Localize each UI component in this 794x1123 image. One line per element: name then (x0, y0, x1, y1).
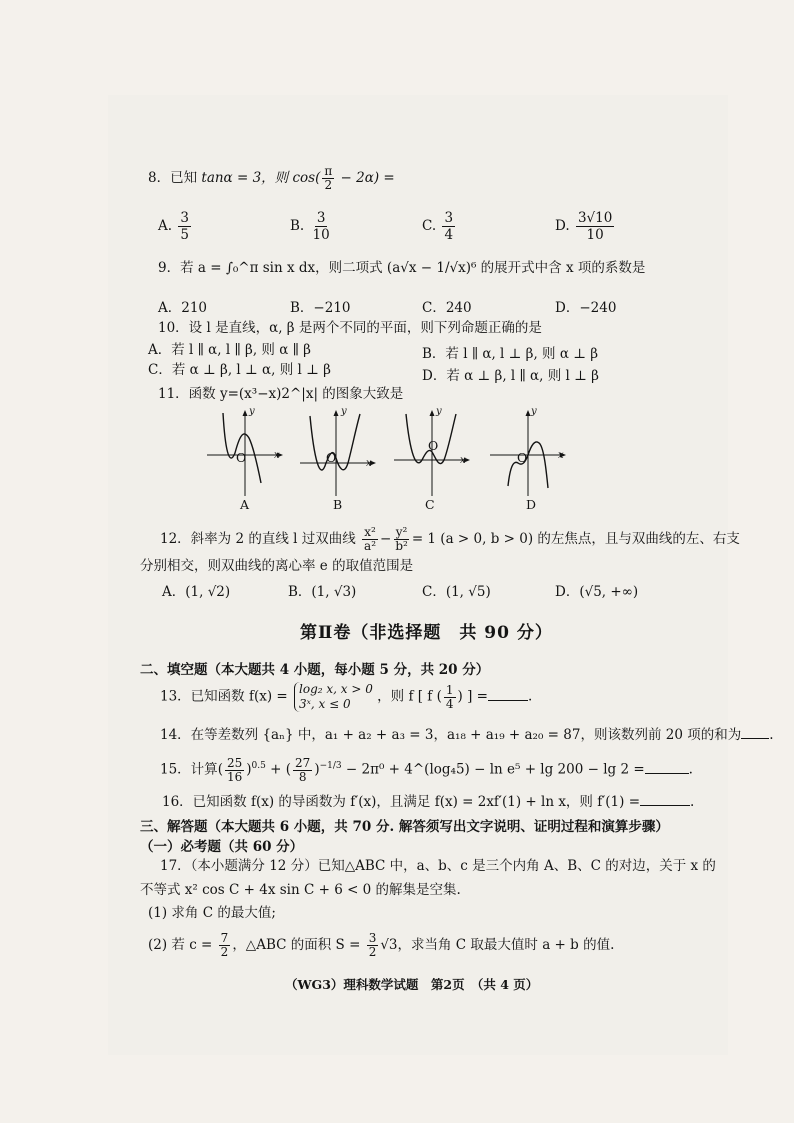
q8-option-c: C. $\frac{3}{4}$ (422, 210, 454, 243)
question-17-part1: (1) 求角 C 的最大值; (148, 905, 276, 921)
q10-option-c: C．若 α ⊥ β, l ⊥ α, 则 l ⊥ β (148, 362, 331, 378)
graph-a-label: A (240, 497, 250, 512)
graph-c-origin: O (428, 438, 439, 453)
q12-option-b: B．(1, √3) (288, 584, 357, 600)
question-10: 10．设 l 是直线，α, β 是两个不同的平面，则下列命题正确的是 (158, 320, 542, 336)
page-footer: （WG3）理科数学试题 第2页 （共 4 页） (285, 977, 539, 992)
q8-stem: 8．已知 (148, 170, 198, 186)
question-16: 16．已知函数 f(x) 的导函数为 f′(x)，且满足 f(x) = 2xf′(1) + ln x，则 f′(1) = . (162, 794, 695, 810)
graph-b (298, 408, 378, 498)
graph-b-y-label: y (341, 406, 347, 417)
graph-c-x-label: x (460, 455, 466, 466)
section-3-subheading: （一）必考题（共 60 分） (140, 839, 304, 855)
graph-a-origin: O (236, 450, 247, 465)
section-2-heading: 二、填空题（本大题共 4 小题，每小题 5 分，共 20 分） (140, 662, 490, 678)
graph-c (392, 408, 472, 498)
graph-a-y-label: y (249, 406, 255, 417)
graph-b-origin: O (326, 450, 337, 465)
graph-b-x-label: x (366, 458, 372, 469)
q8-math: tanα = 3，则 cos( (201, 170, 321, 186)
graph-d-origin: O (517, 450, 528, 465)
question-15: 15．计算( $\frac{25}{16}$ )$^{0.5}$ + ( $\frac{27}{8}$ )$^{-1/3}$ − 2π⁰ + 4^(log₄5) − ln e⁵ + lg 200 − lg 2 = . (160, 755, 693, 784)
q12-option-a: A．(1, √2) (162, 584, 231, 600)
q12-option-d: D．(√5, +∞) (555, 584, 639, 600)
graph-b-label: B (333, 497, 343, 512)
question-14: 14．在等差数列 {aₙ} 中，a₁ + a₂ + a₃ = 3，a₁₈ + a₁₉ + a₂₀ = 87，则该数列前 20 项的和为 . (160, 727, 774, 743)
graph-a-x-label: x (274, 450, 280, 461)
q8-tail: − 2α) = (336, 170, 395, 186)
q9-option-d: D．−240 (555, 300, 617, 316)
question-8 (148, 165, 395, 192)
graph-d-y-label: y (531, 406, 537, 417)
q10-option-b: B．若 l ∥ α, l ⊥ β, 则 α ⊥ β (422, 346, 599, 362)
q12-option-c: C．(1, √5) (422, 584, 491, 600)
q10-option-a: A．若 l ∥ α, l ∥ β, 则 α ∥ β (148, 342, 311, 358)
q9-option-b: B．−210 (290, 300, 351, 316)
q8-pi-frac: $\frac{\pi}{2}$ (324, 164, 333, 192)
q14-answer-blank[interactable] (741, 726, 769, 739)
q9-option-c: C．240 (422, 300, 472, 316)
graph-c-label: C (425, 497, 435, 512)
q9-option-a: A．210 (158, 300, 208, 316)
q12-line2: 分别相交，则双曲线的离心率 e 的取值范围是 (140, 558, 414, 574)
q8-option-a: A. $\frac{3}{5}$ (158, 210, 189, 243)
graph-d-label: D (526, 497, 537, 512)
bleed-through (470, 165, 481, 181)
graph-c-y-label: y (436, 406, 442, 417)
q13-answer-blank[interactable] (488, 688, 528, 701)
part-2-title: 第Ⅱ卷（非选择题 共 90 分） (300, 623, 553, 643)
question-12: 12．斜率为 2 的直线 l 过双曲线 $\frac{\text{x²}}{\text{a²}}$ − $\frac{\text{y²}}{\text{b²}}$ = 1 (a > 0, b > 0) 的左焦点，且与双曲线的左、右支 (160, 525, 740, 553)
question-17-part2: (2) 若 c = $\frac{7}{2}$ ，△ABC 的面积 S = $\frac{3}{2}$ √3，求当角 C 取最大值时 a + b 的值. (148, 931, 615, 959)
q8-option-b: B. $\frac{3}{10}$ (290, 210, 330, 243)
q10-option-d: D．若 α ⊥ β, l ∥ α, 则 l ⊥ β (422, 368, 599, 384)
question-9: 9．若 a = ∫₀^π sin x dx，则二项式 (a√x − 1/√x)⁶ 的展开式中含 x 项的系数是 (158, 260, 646, 276)
question-11: 11．函数 y=(x³−x)2^|x| 的图象大致是 (158, 386, 404, 402)
graph-d (488, 408, 568, 498)
q16-answer-blank[interactable] (640, 793, 690, 806)
question-13: 13．已知函数 f(x) = log₂ x, x > 0 3ˣ, x ≤ 0 ，则 f [ f ( $\frac{1}{4}$ ) ] = . (160, 682, 533, 711)
question-17-line1: 17．（本小题满分 12 分）已知△ABC 中，a、b、c 是三个内角 A、B、C 的对边，关于 x 的 (160, 858, 716, 874)
q8-option-d: D. $\frac{3√10}{10}$ (555, 210, 613, 243)
section-3-heading: 三、解答题（本大题共 6 小题，共 70 分. 解答须写出文字说明、证明过程和演算步骤） (140, 819, 669, 835)
question-17-line2: 不等式 x² cos C + 4x sin C + 6 < 0 的解集是空集. (140, 882, 461, 898)
graph-d-x-label: x (558, 450, 564, 461)
q15-answer-blank[interactable] (645, 761, 689, 774)
